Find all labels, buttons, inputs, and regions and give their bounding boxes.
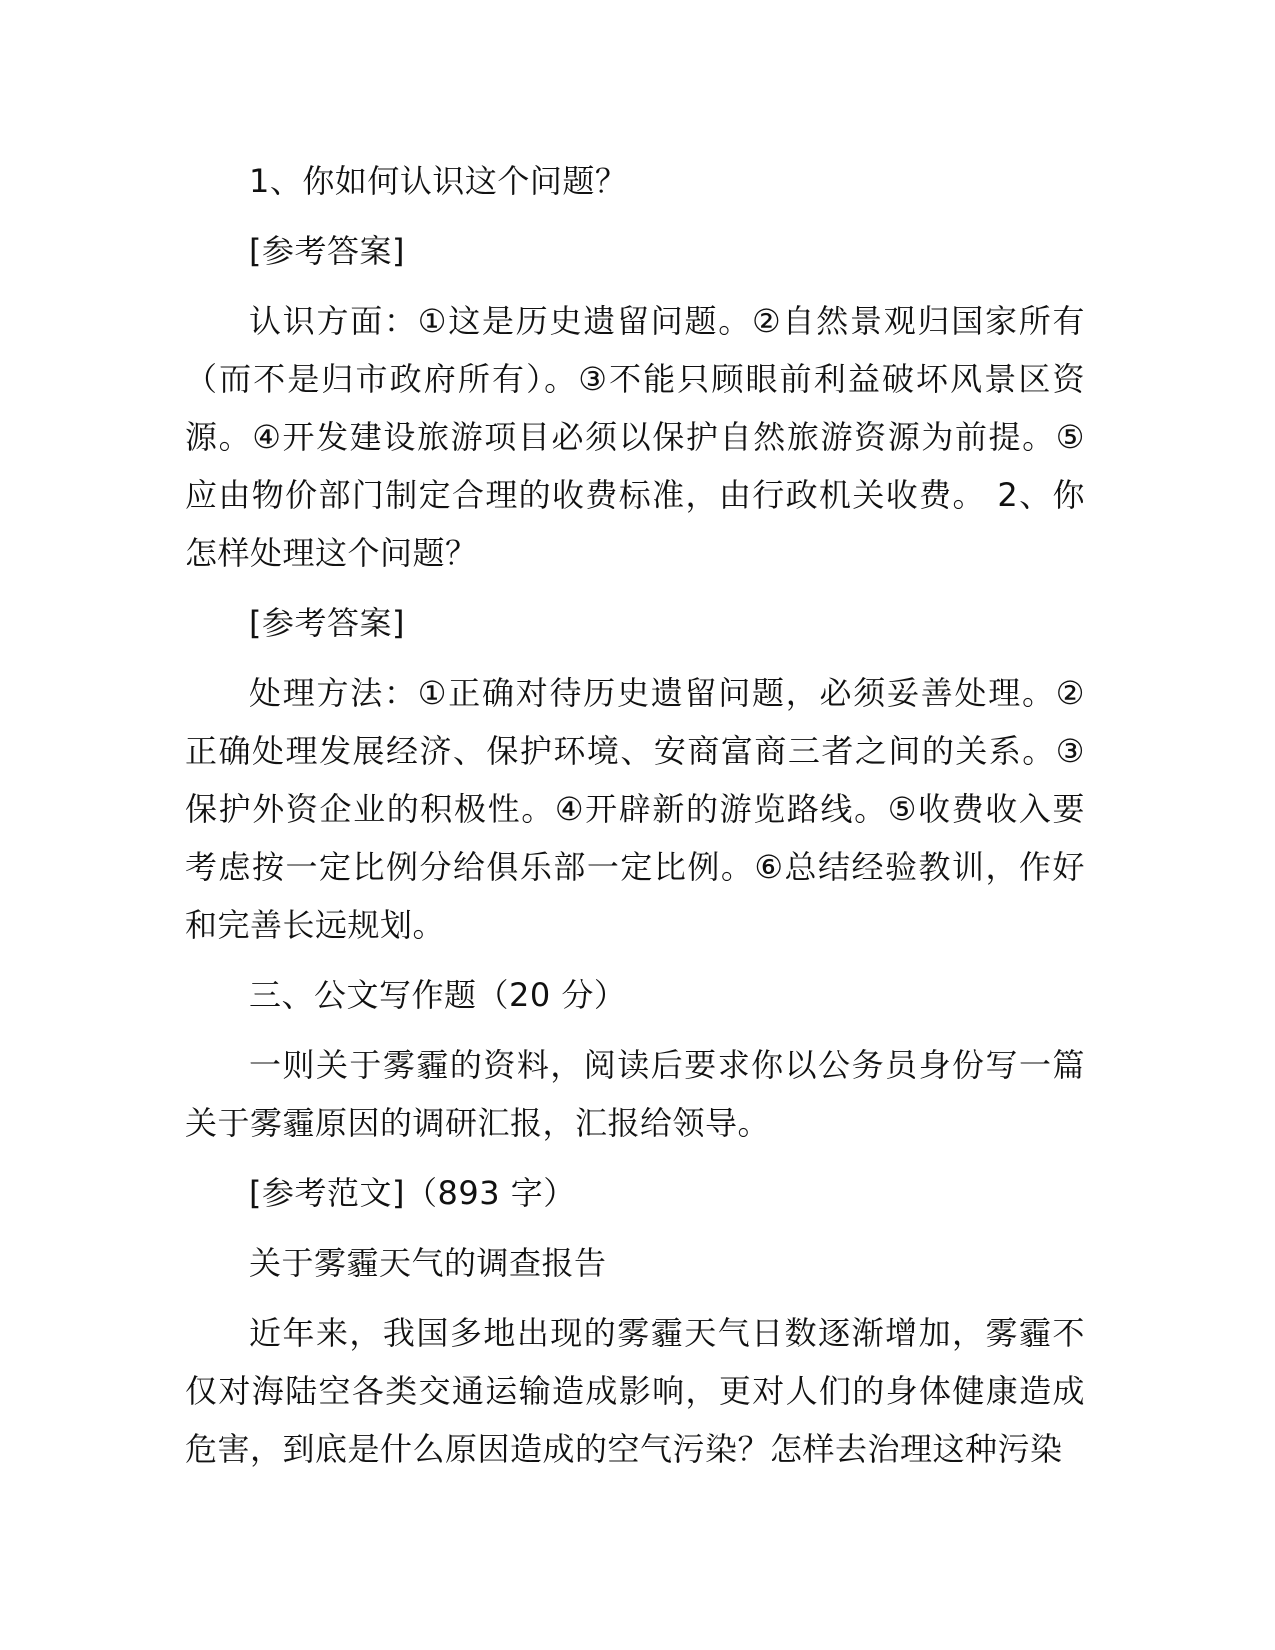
answer-2-paragraph: 处理方法：①正确对待历史遗留问题，必须妥善处理。②正确处理发展经济、保护环境、安商富商三者之间的关系。③保护外资企业的积极性。④开辟新的游览路线。⑤收费收入要考虑按一定比例分给俱乐部一定比例。⑥总结经验教训，作好和完善长远规划。 (185, 674, 1085, 944)
essay-intro-paragraph: 近年来，我国多地出现的雾霾天气日数逐渐增加，雾霾不仅对海陆空各类交通运输造成影响，更对人们的身体健康造成危害，到底是什么原因造成的空气污染？怎样去治理这种污染 (185, 1314, 1085, 1468)
reference-answer-label-2: [参考答案] (249, 604, 405, 642)
question-1-heading: 1、你如何认识这个问题？ (249, 162, 628, 200)
reference-essay-label: [参考范文]（893 字） (249, 1174, 576, 1212)
document-body (185, 152, 1085, 1478)
essay-title: 关于雾霾天气的调查报告 (249, 1244, 607, 1282)
reference-answer-label-1: [参考答案] (249, 232, 405, 270)
writing-task-paragraph: 一则关于雾霾的资料，阅读后要求你以公务员身份写一篇关于雾霾原因的调研汇报，汇报给领导。 (185, 1046, 1085, 1142)
answer-1-paragraph: 认识方面：①这是历史遗留问题。②自然景观归国家所有（而不是归市政府所有）。③不能只顾眼前利益破坏风景区资源。④开发建设旅游项目必须以保护自然旅游资源为前提。⑤应由物价部门制定合理的收费标准，由行政机关收费。 2、你怎样处理这个问题？ (185, 302, 1085, 572)
section-3-heading: 三、公文写作题（20 分） (249, 976, 627, 1014)
